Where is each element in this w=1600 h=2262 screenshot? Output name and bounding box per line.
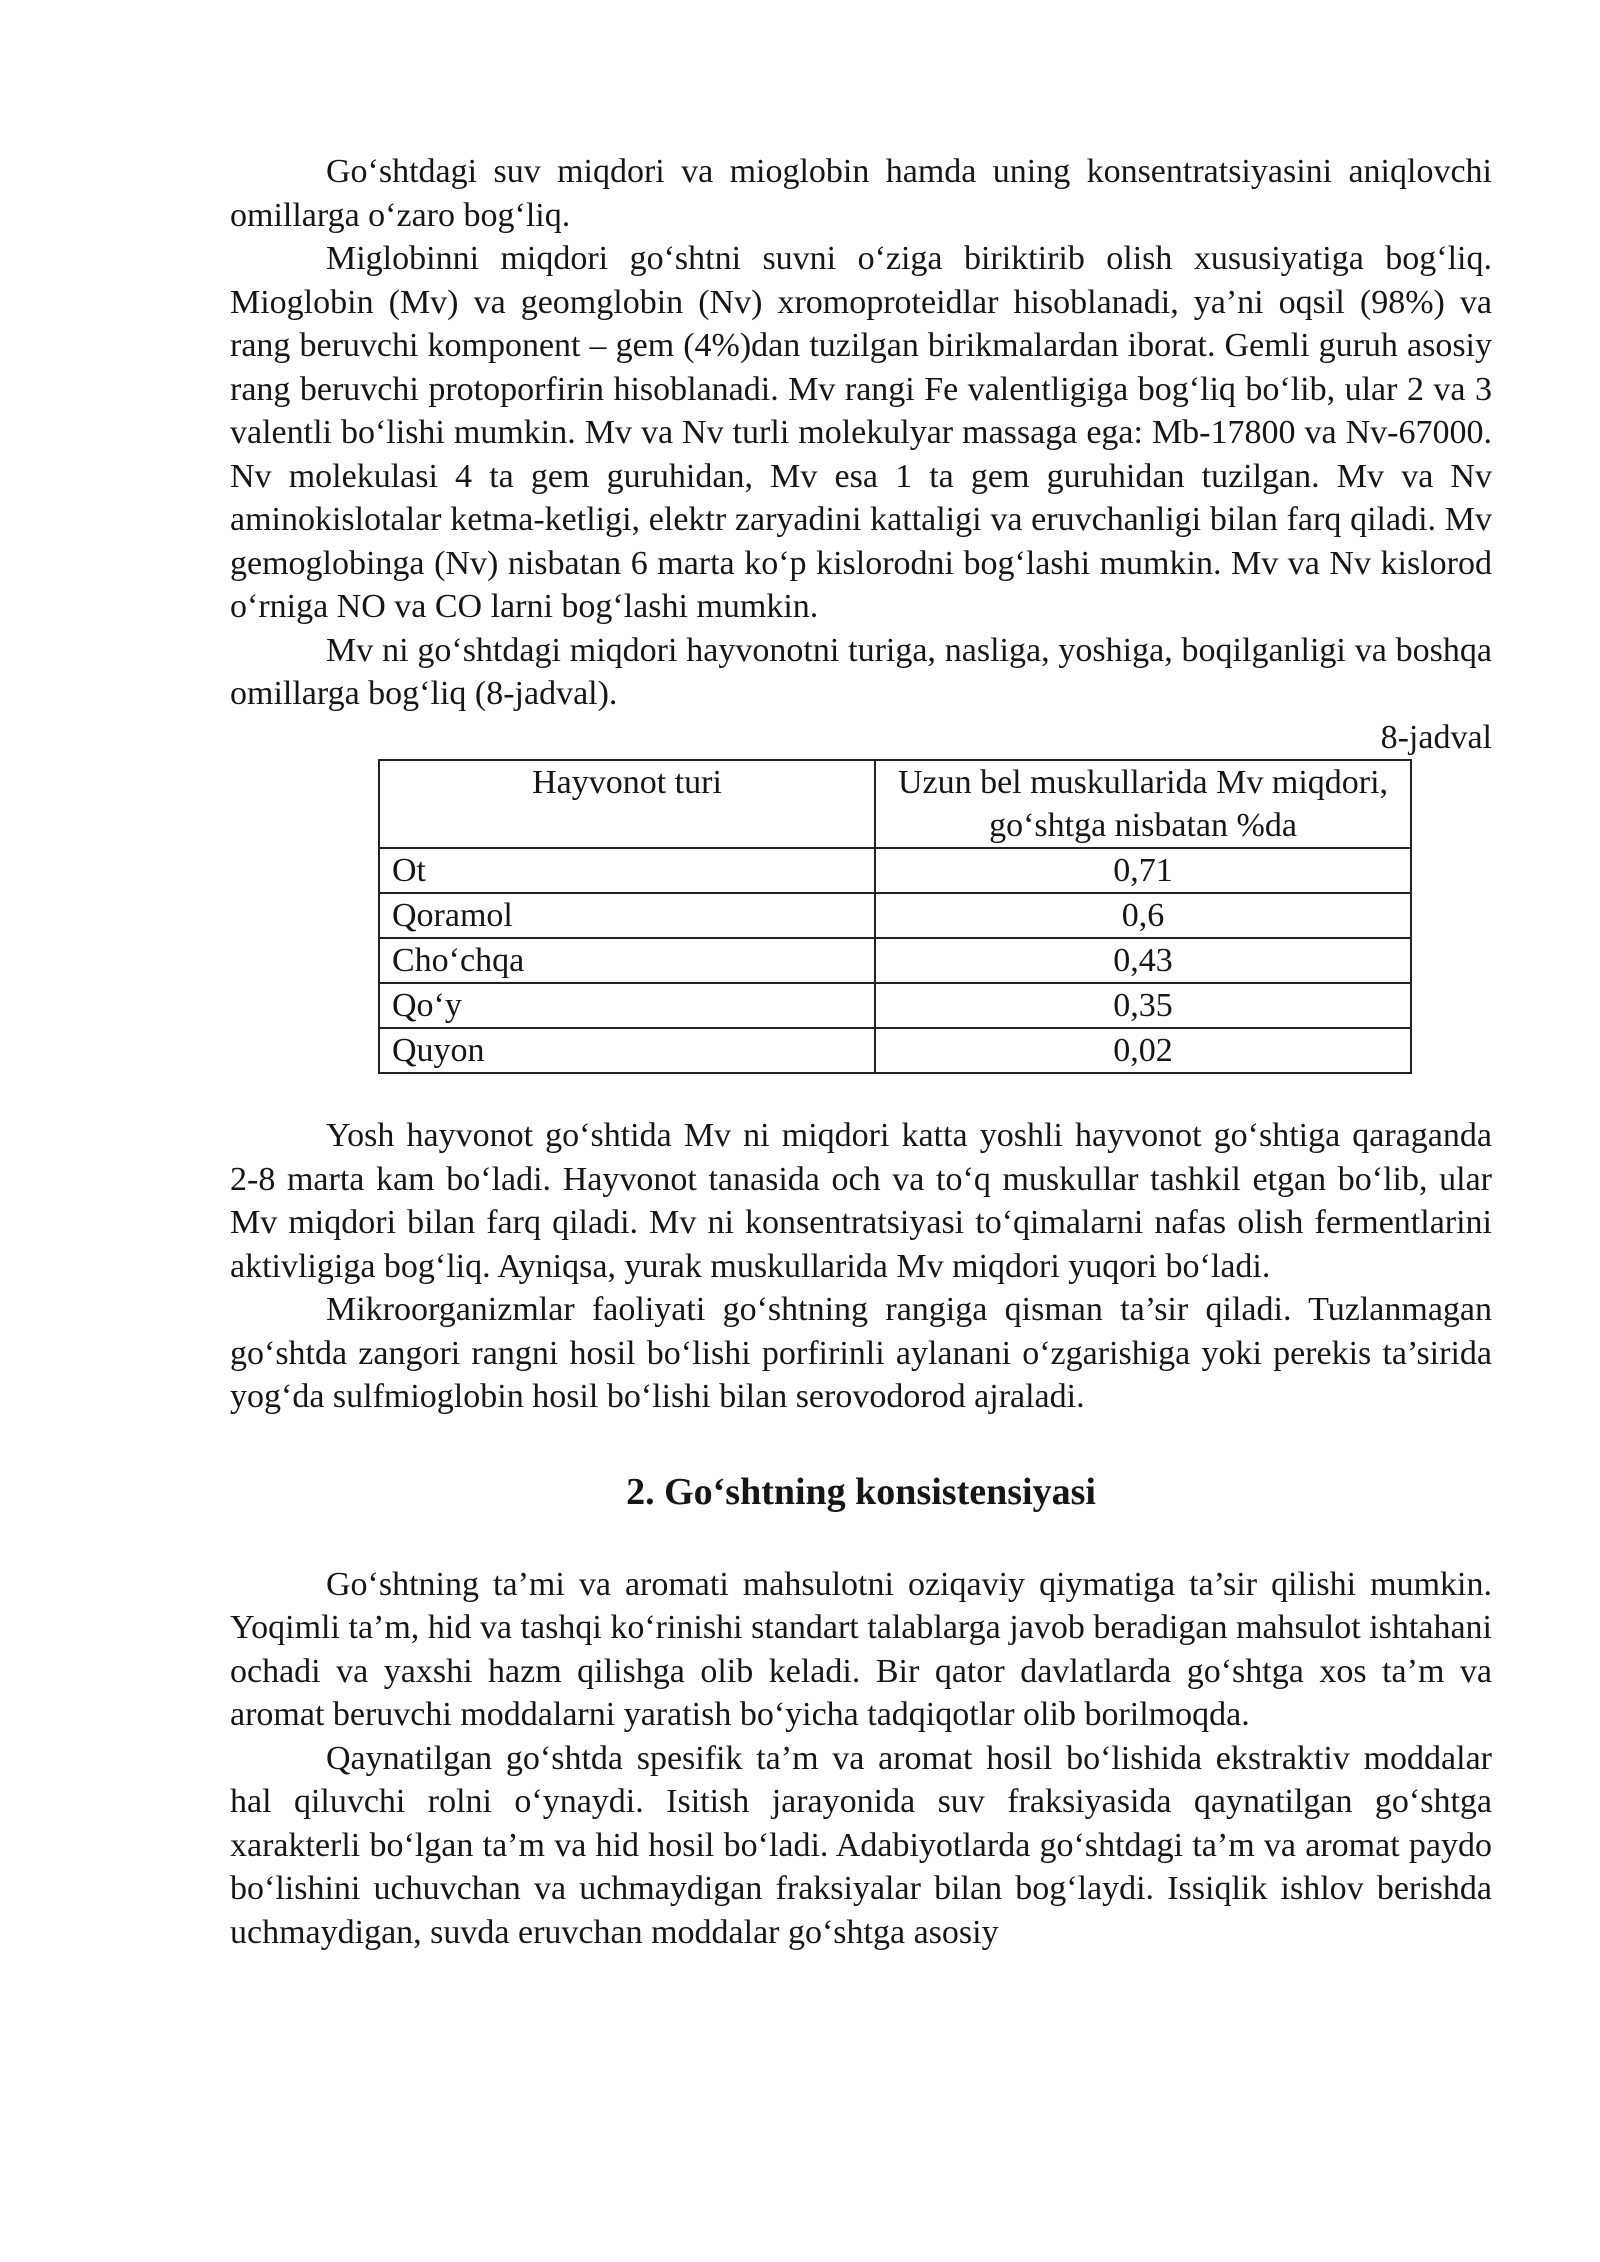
table-cell-animal: Qoramol <box>379 893 875 938</box>
table-cell-value: 0,35 <box>875 983 1411 1028</box>
table-header-animal: Hayvonot turi <box>379 760 875 848</box>
table-row <box>379 983 1411 1028</box>
table-cell-value: 0,43 <box>875 938 1411 983</box>
table-row <box>379 893 1411 938</box>
table-row <box>379 1028 1411 1073</box>
table-caption: 8-jadval <box>1380 718 1492 756</box>
table-cell-value: 0,71 <box>875 848 1411 893</box>
paragraph-taste-aroma: Go‘shtning ta’mi va aromati mahsulotni oziqaviy qiymatiga ta’sir qilishi mumkin. Yoqimli ta’m, hid va tashqi ko‘rinishi standart talablarga javob beradigan mahsulot ishtahani ochadi va yaxshi hazm qilishga olib keladi. Bir qator davlatlarda go‘shtga xos ta’m va aromat beruvchi moddalarni yaratish bo‘yicha tadqiqotlar olib borilmoqda. <box>230 1565 1492 1733</box>
table-header-row <box>379 760 1411 848</box>
paragraph-microorganisms: Mikroorganizmlar faoliyati go‘shtning rangiga qisman ta’sir qiladi. Tuzlanmagan go‘shtda zangori rangni hosil bo‘lishi porfirinli aylanani o‘zgarishiga yoki perekis ta’sirida yog‘da sulfmioglobin hosil bo‘lishi bilan serovodorod ajraladi. <box>230 1291 1492 1415</box>
section-heading: 2. Go‘shtning konsistensiyasi <box>626 1470 1096 1513</box>
paragraph-boiled-meat: Qaynatilgan go‘shtda spesifik ta’m va aromat hosil bo‘lishida ekstraktiv moddalar hal qiluvchi rolni o‘ynaydi. Isitish jarayonida suv fraksiyasida qaynatilgan go‘shtga xarakterli bo‘lgan ta’m va hid hosil bo‘ladi. Adabiyotlarda go‘shtdagi ta’m va aromat paydo bo‘lishini uchuvchan va uchmaydigan fraksiyalar bilan bog‘laydi. Issiqlik ishlov berishda uchmaydigan, suvda eruvchan moddalar go‘shtga asosiy <box>230 1739 1492 1951</box>
table-cell-animal: Qo‘y <box>379 983 875 1028</box>
table-cell-value: 0,6 <box>875 893 1411 938</box>
paragraph-myoglobin-structure: Miglobinni miqdori go‘shtni suvni o‘ziga biriktirib olish xususiyatiga bog‘liq. Mioglobin (Mv) va geomglobin (Nv) xromoproteidlar hisoblanadi, ya’ni oqsil (98%) va rang beruvchi komponent – gem (4%)dan tuzilgan birikmalardan iborat. Gemli guruh asosiy rang beruvchi protoporfirin hisoblanadi. Mv rangi Fe valentligiga bog‘liq bo‘lib, ular 2 va 3 valentli bo‘lishi mumkin. Mv va Nv turli molekulyar massaga ega: Mb-17800 va Nv-67000. Nv molekulasi 4 ta gem guruhidan, Mv esa 1 ta gem guruhidan tuzilgan. Mv va Nv aminokislotalar ketma-ketligi, elektr zaryadini kattaligi va eruvchanligi bilan farq qiladi. Mv gemoglobinga (Nv) nisbatan 6 marta ko‘p kislorodni bog‘lashi mumkin. Mv va Nv kislorod o‘rniga NO va CO larni bog‘lashi mumkin. <box>230 240 1492 625</box>
table-row <box>379 848 1411 893</box>
table-cell-value: 0,02 <box>875 1028 1411 1073</box>
document-page <box>230 150 1492 1954</box>
table-cell-animal: Cho‘chqa <box>379 938 875 983</box>
paragraph-myoglobin-factors: Mv ni go‘shtdagi miqdori hayvonotni turiga, nasliga, yoshiga, boqilganligi va boshqa omillarga bog‘liq (8-jadval). <box>230 631 1492 712</box>
myoglobin-table <box>378 759 1412 1074</box>
table-row <box>379 938 1411 983</box>
table-header-myoglobin: Uzun bel muskullarida Mv miqdori, go‘shtga nisbatan %da <box>875 760 1411 848</box>
table-cell-animal: Quyon <box>379 1028 875 1073</box>
paragraph-young-animals: Yosh hayvonot go‘shtida Mv ni miqdori katta yoshli hayvonot go‘shtiga qaraganda 2-8 marta kam bo‘ladi. Hayvonot tanasida och va to‘q muskullar tashkil etgan bo‘lib, ular Mv miqdori bilan farq qiladi. Mv ni konsentratsiyasi to‘qimalarni nafas olish fermentlarini aktivligiga bog‘liq. Ayniqsa, yurak muskullarida Mv miqdori yuqori bo‘ladi. <box>230 1117 1492 1285</box>
paragraph-water-myoglobin: Go‘shtdagi suv miqdori va mioglobin hamda uning konsentratsiyasini aniqlovchi omillarga o‘zaro bog‘liq. <box>230 153 1492 234</box>
table-cell-animal: Ot <box>379 848 875 893</box>
